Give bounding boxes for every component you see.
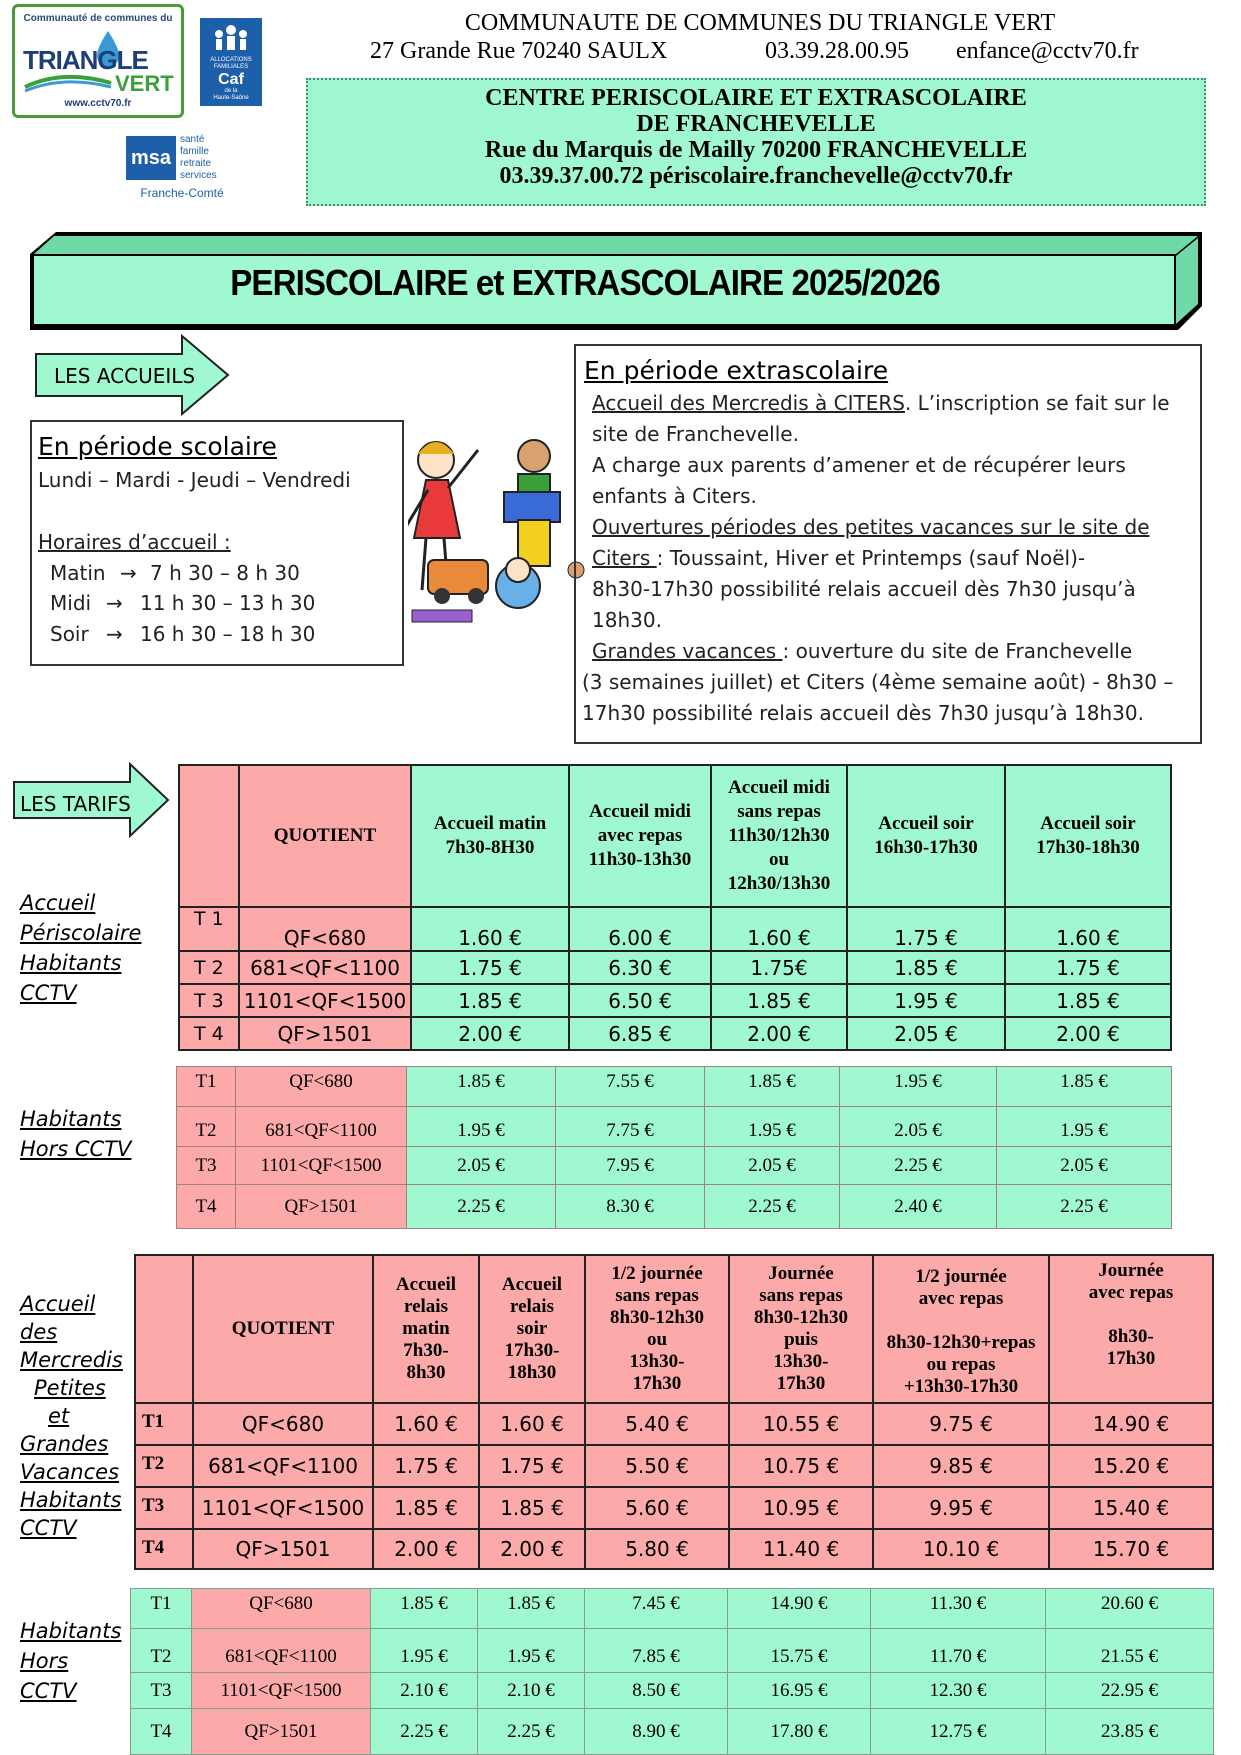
price-cell: 7.75 €	[556, 1107, 705, 1147]
price-cell: 5.50 €	[585, 1445, 729, 1487]
col-header	[479, 1255, 585, 1403]
quotient-cell: QF>1501	[192, 1709, 371, 1755]
price-cell: 2.05 €	[847, 1017, 1005, 1050]
price-cell: 2.25 €	[407, 1185, 556, 1229]
header-line: 8h30-12h30	[754, 1307, 848, 1328]
price-cell: 21.55 €	[1046, 1629, 1214, 1673]
header-line: 11h30-13h30	[588, 849, 692, 870]
caf-line5: Haute-Saône	[213, 95, 249, 101]
price-cell: 5.80 €	[585, 1529, 729, 1569]
price-cell: 1.60 €	[1005, 907, 1171, 951]
header-line: 13h30-	[629, 1351, 685, 1372]
price-cell: 15.40 €	[1049, 1487, 1213, 1529]
header-line: Accueil	[501, 1274, 563, 1295]
logo-vert-text: VERT	[115, 71, 174, 96]
tarifs-periscolaire-cctv-table	[178, 764, 1172, 1051]
grandes-vacances-text: : ouverture du site de Franchevelle	[782, 639, 1133, 663]
header-line: 8h30-12h30	[610, 1307, 704, 1328]
msa-l4: services	[180, 170, 217, 181]
tier-cell: T 2	[179, 951, 239, 984]
table-corner	[179, 765, 239, 907]
price-cell: 1.85 €	[478, 1589, 585, 1629]
header-line: 17h30	[632, 1373, 682, 1394]
header-line: 1/2 journée	[915, 1266, 1007, 1287]
caf-line2: FAMILIALES	[213, 64, 249, 70]
price-cell: 1.60 €	[411, 907, 569, 951]
col-header	[411, 765, 569, 907]
price-cell: 2.05 €	[705, 1147, 840, 1185]
price-cell: 1.85 €	[711, 984, 847, 1017]
msa-letters: msa	[126, 136, 176, 180]
tarifs-mercredis-cctv-table	[134, 1254, 1214, 1570]
quotient-cell: 1101<QF<1500	[239, 984, 411, 1017]
centre-line3: Rue du Marquis de Mailly 70200 FRANCHEVELLE	[484, 137, 1028, 163]
tier-cell: T3	[177, 1147, 236, 1185]
header-line: 7h30-8H30	[445, 837, 535, 858]
header-line: 8h30-12h30+repas	[886, 1332, 1036, 1353]
horaire-soir-time: 16 h 30 – 18 h 30	[140, 622, 316, 646]
price-cell: 6.85 €	[569, 1017, 711, 1050]
arrow-icon: →	[120, 561, 137, 585]
header-line: sans repas	[759, 1285, 843, 1306]
header-line: 17h30	[776, 1373, 826, 1394]
header-line: relais	[404, 1296, 448, 1317]
price-cell: 14.90 €	[728, 1589, 871, 1629]
price-cell: 11.30 €	[871, 1589, 1046, 1629]
quotient-cell: QF<680	[193, 1403, 373, 1445]
tier-cell: T4	[131, 1709, 192, 1755]
price-cell: 1.95 €	[847, 984, 1005, 1017]
price-cell: 9.85 €	[873, 1445, 1049, 1487]
price-cell: 2.25 €	[371, 1709, 478, 1755]
header-line: ou	[646, 1329, 668, 1350]
price-cell: 6.50 €	[569, 984, 711, 1017]
side-label-line: Accueil	[20, 1292, 96, 1316]
header-line	[1050, 1304, 1212, 1326]
tier-cell: T 3	[179, 984, 239, 1017]
col-header	[1005, 765, 1171, 907]
price-cell: 1.95 €	[407, 1107, 556, 1147]
petites-vacances-title: Ouvertures périodes des petites vacances sur le site de	[592, 515, 1150, 539]
price-cell: 7.95 €	[556, 1147, 705, 1185]
header-line: Journée	[1098, 1260, 1164, 1281]
mercredis-text: . L’inscription se fait sur le	[904, 391, 1170, 415]
price-cell: 1.85 €	[847, 951, 1005, 984]
table-row	[131, 1673, 1214, 1709]
tier-cell: T3	[135, 1487, 193, 1529]
price-cell: 22.95 €	[1046, 1673, 1214, 1709]
price-cell: 1.75 €	[411, 951, 569, 984]
org-phone: 03.39.28.00.95	[765, 38, 909, 64]
quotient-cell: QF>1501	[193, 1529, 373, 1569]
price-cell: 2.25 €	[840, 1147, 997, 1185]
price-cell: 1.60 €	[373, 1403, 479, 1445]
side-label-line: Petites	[34, 1376, 106, 1400]
extra-l3: A charge aux parents d’amener et de récupérer leurs	[592, 453, 1126, 477]
price-cell: 15.70 €	[1049, 1529, 1213, 1569]
msa-region: Franche-Comté	[140, 186, 224, 200]
price-cell: 2.25 €	[478, 1709, 585, 1755]
price-cell: 2.00 €	[373, 1529, 479, 1569]
header-line: 17h30-	[504, 1340, 560, 1361]
logo-main-text: TRIANGLE	[23, 45, 148, 75]
side-label-line: Hors CCTV	[20, 1137, 132, 1161]
extra-l10: (3 semaines juillet) et Citers (4ème semaine août) - 8h30 –	[582, 670, 1174, 694]
price-cell: 11.70 €	[871, 1629, 1046, 1673]
table-row	[135, 1403, 1213, 1445]
price-cell: 17.80 €	[728, 1709, 871, 1755]
header-line: ou repas	[926, 1354, 996, 1375]
price-cell: 16.95 €	[728, 1673, 871, 1709]
family-icon	[209, 22, 253, 52]
price-cell: 20.60 €	[1046, 1589, 1214, 1629]
table-row	[177, 1147, 1172, 1185]
msa-l1: santé	[180, 134, 205, 145]
price-cell: 1.60 €	[711, 907, 847, 951]
col-header	[873, 1255, 1049, 1403]
header-line: 17h30	[1106, 1348, 1156, 1369]
header-line: 8h30-	[1108, 1326, 1154, 1347]
col-header	[711, 765, 847, 907]
caf-line1: ALLOCATIONS	[210, 57, 252, 63]
price-cell: 1.85 €	[1005, 984, 1171, 1017]
price-cell: 2.00 €	[711, 1017, 847, 1050]
table-row	[179, 1017, 1171, 1050]
price-cell: 1.95 €	[705, 1107, 840, 1147]
quotient-cell: QF>1501	[239, 1017, 411, 1050]
extra-l2: site de Franchevelle.	[592, 422, 799, 446]
header-line: ou	[768, 849, 790, 870]
extra-l7: 8h30-17h30 possibilité relais accueil dès 7h30 jusqu’à	[592, 577, 1136, 601]
extra-l4: enfants à Citers.	[592, 484, 757, 508]
price-cell: 1.85 €	[705, 1067, 840, 1107]
price-cell: 2.10 €	[371, 1673, 478, 1709]
tarifs-periscolaire-hors-table	[176, 1066, 1172, 1229]
price-cell: 2.05 €	[997, 1147, 1172, 1185]
caf-line3: Caf	[218, 71, 244, 88]
header-line: relais	[510, 1296, 554, 1317]
org-name: COMMUNAUTE DE COMMUNES DU TRIANGLE VERT	[464, 10, 1056, 36]
price-cell: 2.05 €	[840, 1107, 997, 1147]
price-cell: 1.75 €	[479, 1445, 585, 1487]
arrow-icon: →	[106, 622, 123, 646]
price-cell: 9.75 €	[873, 1403, 1049, 1445]
tier-cell: T2	[135, 1445, 193, 1487]
mercredis-title: Accueil des Mercredis à CITERS	[592, 391, 905, 415]
price-cell: 15.75 €	[728, 1629, 871, 1673]
quotient-cell: 1101<QF<1500	[192, 1673, 371, 1709]
quotient-cell: 681<QF<1100	[239, 951, 411, 984]
price-cell: 2.10 €	[478, 1673, 585, 1709]
tier-cell: T3	[131, 1673, 192, 1709]
horaire-soir-label: Soir	[50, 622, 89, 646]
price-cell: 2.00 €	[411, 1017, 569, 1050]
price-cell: 1.75 €	[1005, 951, 1171, 984]
price-cell: 12.75 €	[871, 1709, 1046, 1755]
header-line: sans repas	[737, 801, 821, 822]
price-cell: 10.95 €	[729, 1487, 873, 1529]
header-line: avec repas	[1088, 1282, 1174, 1303]
tier-cell: T 4	[179, 1017, 239, 1050]
side-label-line: Habitants	[20, 951, 122, 975]
price-cell: 6.00 €	[569, 907, 711, 951]
extrascolaire-title: En période extrascolaire	[584, 356, 889, 385]
price-cell: 10.75 €	[729, 1445, 873, 1487]
header-line	[874, 1310, 1048, 1332]
side-label-line: Périscolaire	[20, 921, 142, 945]
price-cell: 8.50 €	[585, 1673, 728, 1709]
header-line: puis	[784, 1329, 818, 1350]
quotient-header: QUOTIENT	[239, 765, 411, 907]
header-line: Accueil midi	[589, 801, 691, 822]
scolaire-days: Lundi – Mardi - Jeudi – Vendredi	[38, 468, 351, 492]
header-line: 13h30-	[773, 1351, 829, 1372]
col-header	[569, 765, 711, 907]
header-line: 11h30/12h30	[728, 825, 830, 846]
header-line: Accueil soir	[1040, 813, 1136, 834]
msa-l2: famille	[180, 146, 209, 157]
side-label-line: Habitants	[20, 1619, 122, 1643]
caf-logo	[200, 18, 262, 106]
tier-cell: T4	[177, 1185, 236, 1229]
table-row	[135, 1529, 1213, 1569]
price-cell: 1.75 €	[373, 1445, 479, 1487]
tier-cell: T4	[135, 1529, 193, 1569]
org-address: 27 Grande Rue 70240 SAULX	[370, 38, 668, 64]
price-cell: 6.30 €	[569, 951, 711, 984]
col-header	[585, 1255, 729, 1403]
quotient-cell: QF<680	[239, 907, 411, 951]
price-cell: 15.20 €	[1049, 1445, 1213, 1487]
tier-cell: T2	[177, 1107, 236, 1147]
price-cell: 1.95 €	[997, 1107, 1172, 1147]
price-cell: 1.95 €	[840, 1067, 997, 1107]
header-line: Accueil	[395, 1274, 457, 1295]
price-cell: 1.60 €	[479, 1403, 585, 1445]
price-cell: 9.95 €	[873, 1487, 1049, 1529]
centre-line4: 03.39.37.00.72 périscolaire.franchevelle@cctv70.fr	[499, 163, 1013, 189]
header-line: soir	[516, 1318, 548, 1339]
accueils-label: LES ACCUEILS	[54, 364, 196, 388]
centre-line1: CENTRE PERISCOLAIRE ET EXTRASCOLAIRE	[485, 85, 1027, 111]
price-cell: 7.45 €	[585, 1589, 728, 1629]
header-line: Journée	[768, 1263, 834, 1284]
scolaire-title: En période scolaire	[38, 432, 277, 461]
header-line: Accueil midi	[728, 777, 830, 798]
table-row	[135, 1487, 1213, 1529]
header-line: 17h30-18h30	[1036, 837, 1140, 858]
side-label-line: Habitants	[20, 1488, 122, 1512]
quotient-cell: 1101<QF<1500	[236, 1147, 407, 1185]
header-line: 16h30-17h30	[874, 837, 978, 858]
centre-info-box	[306, 78, 1206, 206]
tier-cell: T1	[131, 1589, 192, 1629]
side-label-line: Habitants	[20, 1107, 122, 1131]
table-corner	[135, 1255, 193, 1403]
page-title: PERISCOLAIRE et EXTRASCOLAIRE 2025/2026	[230, 262, 940, 303]
header-line: matin	[402, 1318, 450, 1339]
quotient-cell: QF>1501	[236, 1185, 407, 1229]
price-cell: 14.90 €	[1049, 1403, 1213, 1445]
quotient-cell: 681<QF<1100	[192, 1629, 371, 1673]
header-line: Accueil matin	[433, 813, 547, 834]
price-cell: 7.55 €	[556, 1067, 705, 1107]
table-row	[131, 1629, 1214, 1673]
price-cell: 1.85 €	[407, 1067, 556, 1107]
col-header	[847, 765, 1005, 907]
triangle-vert-logo	[12, 4, 184, 118]
centre-line2: DE FRANCHEVELLE	[636, 111, 876, 137]
horaire-midi-label: Midi	[50, 591, 92, 615]
price-cell: 2.00 €	[479, 1529, 585, 1569]
header-line: 8h30	[406, 1362, 446, 1383]
swoosh-icon	[23, 73, 113, 93]
price-cell: 2.40 €	[840, 1185, 997, 1229]
table-row	[179, 984, 1171, 1017]
side-label-line: CCTV	[20, 981, 77, 1005]
side-label-line: CCTV	[20, 1679, 77, 1703]
side-label-line: et	[48, 1404, 70, 1428]
scolaire-horaires: Horaires d’accueil :	[38, 530, 231, 554]
arrow-icon: →	[106, 591, 123, 615]
price-cell: 5.60 €	[585, 1487, 729, 1529]
price-cell: 1.85 €	[373, 1487, 479, 1529]
side-label-line: Mercredis	[20, 1348, 123, 1372]
price-cell: 12.30 €	[871, 1673, 1046, 1709]
price-cell: 2.25 €	[997, 1185, 1172, 1229]
price-cell: 10.10 €	[873, 1529, 1049, 1569]
table-row	[179, 907, 1171, 951]
tier-cell: T 1	[179, 907, 239, 951]
quotient-cell: 1101<QF<1500	[193, 1487, 373, 1529]
petites-vacances-citers: Citers	[592, 546, 657, 570]
logo-url: www.cctv70.fr	[64, 98, 132, 109]
header-line: +13h30-17h30	[903, 1376, 1019, 1397]
col-header	[1049, 1255, 1213, 1403]
table-row	[131, 1589, 1214, 1629]
side-label-merc-hors	[20, 1616, 121, 1706]
header-line: Accueil soir	[878, 813, 974, 834]
children-illustration-icon	[408, 420, 588, 640]
price-cell: 7.85 €	[585, 1629, 728, 1673]
table-row	[135, 1445, 1213, 1487]
side-label-line: Hors	[20, 1649, 69, 1673]
header-line: 7h30-	[403, 1340, 449, 1361]
petites-vacances-text: : Toussaint, Hiver et Printemps (sauf Noël)-	[656, 546, 1086, 570]
table-row	[179, 951, 1171, 984]
side-label-line: des	[20, 1320, 58, 1344]
horaire-matin-time: 7 h 30 – 8 h 30	[150, 561, 300, 585]
price-cell: 1.75€	[711, 951, 847, 984]
table-row	[177, 1067, 1172, 1107]
col-header	[729, 1255, 873, 1403]
msa-l3: retraite	[180, 158, 212, 169]
side-label-peri-hors	[20, 1104, 131, 1164]
price-cell: 1.85 €	[997, 1067, 1172, 1107]
price-cell: 1.85 €	[479, 1487, 585, 1529]
side-label-merc-cctv	[20, 1290, 123, 1542]
horaire-matin-label: Matin	[50, 561, 106, 585]
quotient-cell: QF<680	[236, 1067, 407, 1107]
table-row	[177, 1185, 1172, 1229]
quotient-cell: QF<680	[192, 1589, 371, 1629]
side-label-line: Vacances	[20, 1460, 120, 1484]
price-cell: 8.90 €	[585, 1709, 728, 1755]
header-line: avec repas	[918, 1288, 1004, 1309]
table-row	[177, 1107, 1172, 1147]
header-line: sans repas	[615, 1285, 699, 1306]
price-cell: 8.30 €	[556, 1185, 705, 1229]
side-label-peri-cctv	[20, 888, 141, 1008]
price-cell: 1.85 €	[371, 1589, 478, 1629]
tarifs-label: LES TARIFS	[20, 792, 131, 816]
caf-line4: de la	[224, 88, 238, 94]
header-line: 18h30	[507, 1362, 557, 1383]
quotient-cell: 681<QF<1100	[193, 1445, 373, 1487]
msa-logo	[126, 132, 238, 204]
header-line: 1/2 journée	[611, 1263, 703, 1284]
price-cell: 2.25 €	[705, 1185, 840, 1229]
grandes-vacances-title: Grandes vacances	[592, 639, 783, 663]
org-email[interactable]: enfance@cctv70.fr	[956, 38, 1139, 64]
tier-cell: T1	[177, 1067, 236, 1107]
price-cell: 1.95 €	[478, 1629, 585, 1673]
price-cell: 23.85 €	[1046, 1709, 1214, 1755]
price-cell: 2.00 €	[1005, 1017, 1171, 1050]
tier-cell: T2	[131, 1629, 192, 1673]
side-label-line: CCTV	[20, 1516, 77, 1540]
table-row	[131, 1709, 1214, 1755]
quotient-header: QUOTIENT	[193, 1255, 373, 1403]
header-line: avec repas	[597, 825, 683, 846]
logo-top-text: Communauté de communes du	[23, 13, 173, 24]
side-label-line: Accueil	[20, 891, 96, 915]
price-cell: 11.40 €	[729, 1529, 873, 1569]
header-line: 12h30/13h30	[727, 873, 831, 894]
price-cell: 1.95 €	[371, 1629, 478, 1673]
side-label-line: Grandes	[20, 1432, 109, 1456]
col-header	[373, 1255, 479, 1403]
quotient-cell: 681<QF<1100	[236, 1107, 407, 1147]
price-cell: 1.75 €	[847, 907, 1005, 951]
extra-l11: 17h30 possibilité relais accueil dès 7h30 jusqu’à 18h30.	[582, 701, 1144, 725]
price-cell: 2.05 €	[407, 1147, 556, 1185]
price-cell: 10.55 €	[729, 1403, 873, 1445]
price-cell: 5.40 €	[585, 1403, 729, 1445]
price-cell: 1.85 €	[411, 984, 569, 1017]
horaire-midi-time: 11 h 30 – 13 h 30	[140, 591, 316, 615]
extra-l8: 18h30.	[592, 608, 662, 632]
tarifs-mercredis-hors-table	[130, 1588, 1214, 1755]
tier-cell: T1	[135, 1403, 193, 1445]
